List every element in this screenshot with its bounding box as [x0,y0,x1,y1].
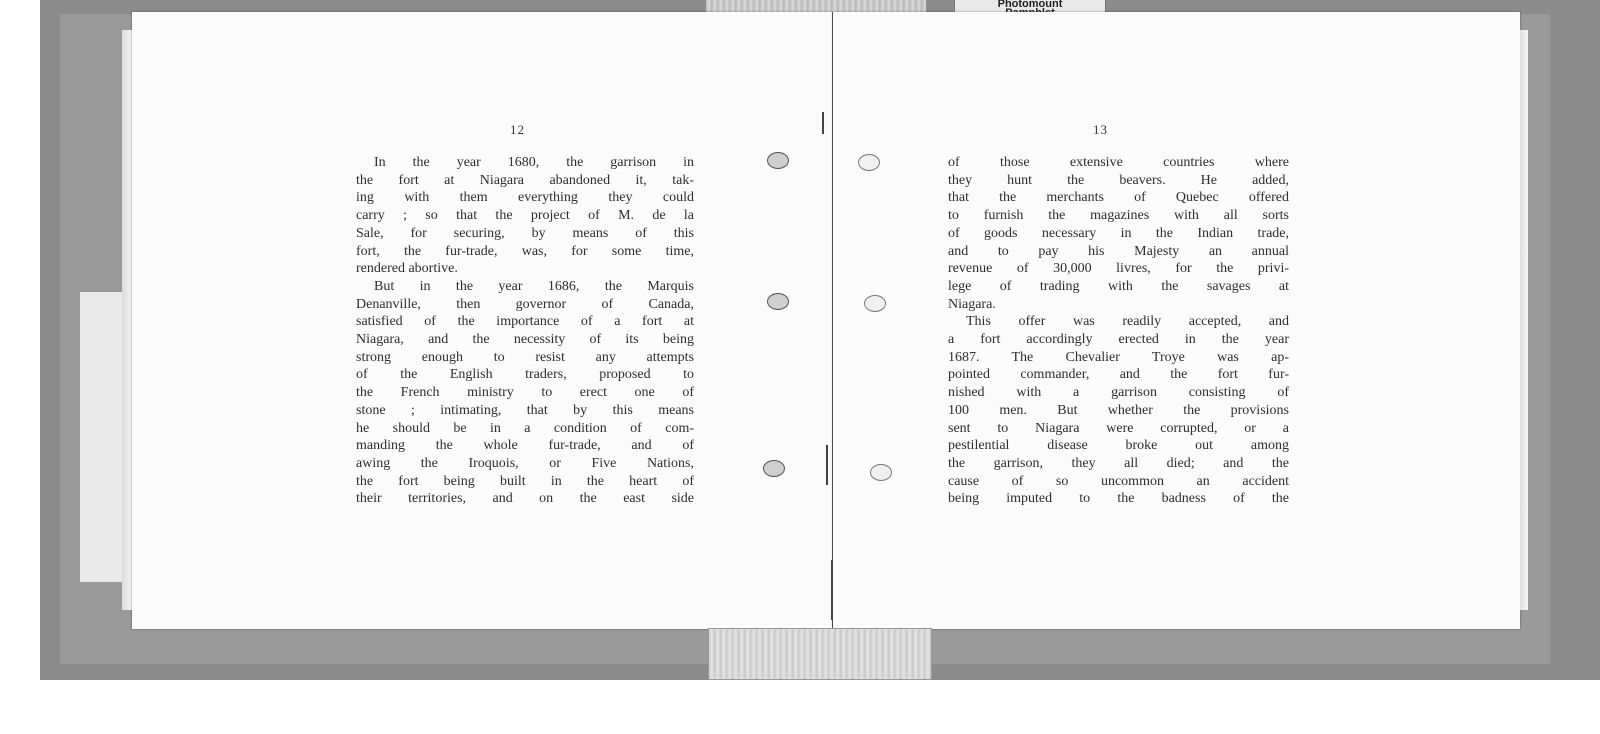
right-page-edges [1520,30,1528,610]
stitch-mark [831,560,833,620]
text-line: rendered abortive. [356,261,458,277]
text-line: carry ; so that the project of M. de la [356,208,694,224]
binding-hole [864,295,886,312]
text-line: lege of trading with the savages at [948,278,1289,294]
right-page-text [948,154,1289,508]
text-line: the fort being built in the heart of [356,473,694,489]
binding-hole [767,152,789,169]
text-line: cause of so uncommon an accident [948,473,1289,489]
text-line: a fort accordingly erected in the year [948,332,1289,348]
text-line: Niagara, and the necessity of its being [356,332,694,348]
text-line: being imputed to the badness of the [948,491,1289,507]
text-line: pointed commander, and the fort fur- [948,367,1289,383]
text-line: pestilential disease broke out among [948,438,1289,454]
text-line: of goods necessary in the Indian trade, [948,225,1289,241]
text-line: ing with them everything they could [356,190,694,206]
text-line: awing the Iroquois, or Five Nations, [356,455,694,471]
left-page [132,12,833,629]
text-line: In the year 1680, the garrison in [374,155,694,170]
text-line: to furnish the magazines with all sorts [948,208,1289,224]
binding-tape-bottom [708,628,932,680]
text-line: stone ; intimating, that by this means [356,402,694,418]
left-page-text [356,154,694,508]
text-line: Niagara. [948,296,996,312]
binding-hole [858,154,880,171]
text-line: nished with a garrison consisting of [948,385,1289,401]
binder-label-line1: Photomount [997,0,1063,10]
text-line: they hunt the beavers. He added, [948,172,1289,188]
text-line: Denanville, then governor of Canada, [356,296,694,312]
left-page-edges [122,30,132,610]
text-line: of the English traders, proposed to [356,367,694,383]
stitch-mark [822,112,824,134]
text-line: revenue of 30,000 livres, for the privi- [948,261,1289,277]
text-line: fort, the fur-trade, was, for some time, [356,243,694,259]
text-line: the garrison, they all died; and the [948,455,1289,471]
page-number-right: 13 [1093,122,1108,137]
stitch-mark [826,445,828,485]
page-number-left: 12 [510,122,525,137]
text-line: 100 men. But whether the provisions [948,402,1289,418]
text-line: manding the whole fur-trade, and of [356,438,694,454]
text-line: This offer was readily accepted, and [966,314,1289,330]
text-line: that the merchants of Quebec offered [948,190,1289,206]
text-line: sent to Niagara were corrupted, or a [948,420,1289,436]
text-line: the fort at Niagara abandoned it, tak- [356,172,694,188]
text-line: satisfied of the importance of a fort at [356,314,694,330]
text-line: strong enough to resist any attempts [356,349,694,365]
right-page [833,12,1520,629]
binding-hole [763,460,785,477]
binding-hole [870,464,892,481]
text-line: he should be in a condition of com- [356,420,694,436]
text-line: their territories, and on the east side [356,491,694,507]
text-line: of those extensive countries where [948,155,1289,170]
text-line: and to pay his Majesty an annual [948,243,1289,259]
text-line: 1687. The Chevalier Troye was ap- [948,349,1289,365]
text-line: the French ministry to erect one of [356,385,694,401]
binding-hole [767,293,789,310]
text-line: But in the year 1686, the Marquis [374,278,694,294]
text-line: Sale, for securing, by means of this [356,225,694,241]
